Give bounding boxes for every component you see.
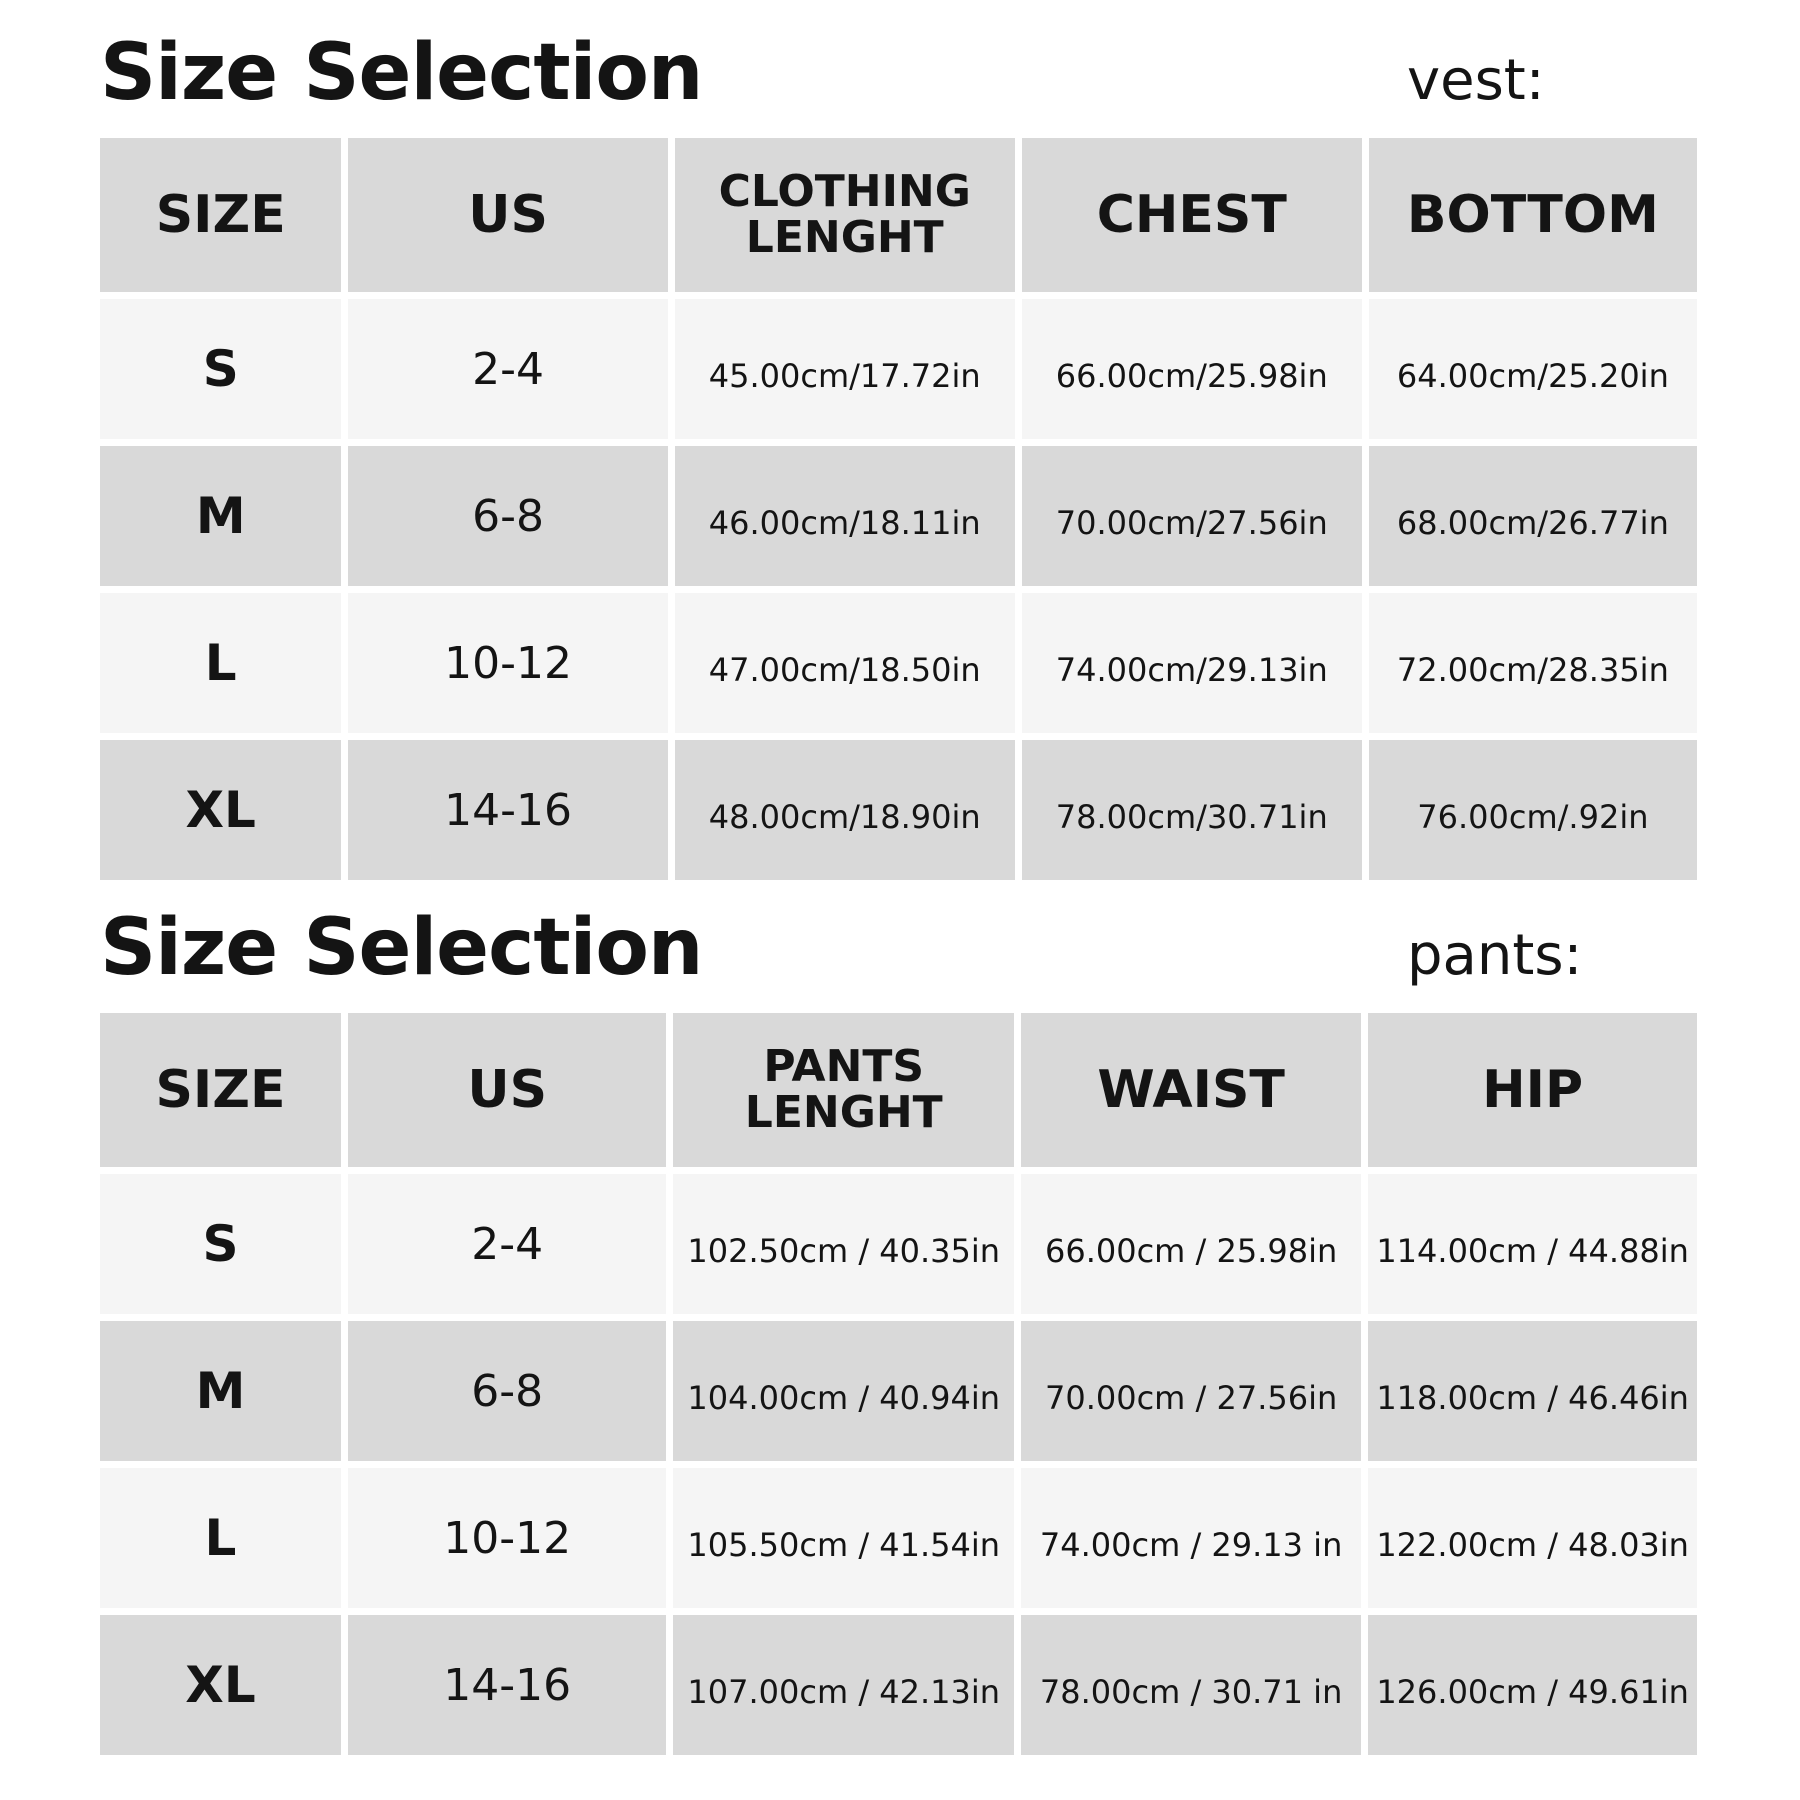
bottom-cell: 76.00cm/.92in [1369,740,1697,880]
table-row [100,299,1697,439]
vest-section-title: Size Selection [100,28,703,118]
size-cell: S [100,299,341,439]
pants-header-row [100,1013,1697,1167]
hip-cell: 114.00cm / 44.88in [1368,1174,1697,1314]
table-row [100,446,1697,586]
pants-length-cell: 104.00cm / 40.94in [673,1321,1013,1461]
pants-header-hip: HIP [1368,1013,1697,1167]
us-size-cell: 10-12 [348,1468,667,1608]
clothing-length-cell: 46.00cm/18.11in [675,446,1015,586]
vest-header-bottom: BOTTOM [1369,138,1697,292]
pants-length-cell: 107.00cm / 42.13in [673,1615,1013,1755]
vest-header-clothing-length: CLOTHING LENGHT [675,138,1015,292]
us-size-cell: 2-4 [348,1174,667,1314]
vest-header-us: US [348,138,667,292]
size-cell: L [100,593,341,733]
pants-size-table [93,1006,1704,1762]
clothing-length-cell: 48.00cm/18.90in [675,740,1015,880]
table-row [100,593,1697,733]
vest-header-size: SIZE [100,138,341,292]
waist-cell: 78.00cm / 30.71 in [1021,1615,1361,1755]
vest-header-row [100,138,1697,292]
waist-cell: 66.00cm / 25.98in [1021,1174,1361,1314]
pants-section-title: Size Selection [100,903,703,993]
pants-header-waist: WAIST [1021,1013,1361,1167]
bottom-cell: 64.00cm/25.20in [1369,299,1697,439]
table-row [100,740,1697,880]
size-cell: M [100,1321,341,1461]
pants-header-size: SIZE [100,1013,341,1167]
hip-cell: 122.00cm / 48.03in [1368,1468,1697,1608]
size-cell: XL [100,1615,341,1755]
us-size-cell: 2-4 [348,299,667,439]
table-row [100,1468,1697,1608]
hip-cell: 126.00cm / 49.61in [1368,1615,1697,1755]
hip-cell: 118.00cm / 46.46in [1368,1321,1697,1461]
table-row [100,1615,1697,1755]
bottom-cell: 72.00cm/28.35in [1369,593,1697,733]
clothing-length-cell: 47.00cm/18.50in [675,593,1015,733]
chest-cell: 70.00cm/27.56in [1022,446,1362,586]
us-size-cell: 14-16 [348,740,667,880]
vest-garment-label: vest: [1407,48,1545,113]
us-size-cell: 10-12 [348,593,667,733]
size-cell: M [100,446,341,586]
table-row [100,1174,1697,1314]
chest-cell: 78.00cm/30.71in [1022,740,1362,880]
waist-cell: 74.00cm / 29.13 in [1021,1468,1361,1608]
us-size-cell: 14-16 [348,1615,667,1755]
pants-garment-label: pants: [1407,923,1583,988]
chest-cell: 66.00cm/25.98in [1022,299,1362,439]
bottom-cell: 68.00cm/26.77in [1369,446,1697,586]
pants-length-cell: 102.50cm / 40.35in [673,1174,1013,1314]
size-cell: L [100,1468,341,1608]
pants-title-row [100,903,1704,1006]
us-size-cell: 6-8 [348,446,667,586]
vest-header-chest: CHEST [1022,138,1362,292]
vest-size-table [93,131,1704,887]
pants-length-cell: 105.50cm / 41.54in [673,1468,1013,1608]
size-cell: XL [100,740,341,880]
clothing-length-cell: 45.00cm/17.72in [675,299,1015,439]
pants-size-section [100,903,1704,1762]
table-row [100,1321,1697,1461]
pants-header-pants-length: PANTS LENGHT [673,1013,1013,1167]
pants-header-us: US [348,1013,667,1167]
vest-title-row [100,28,1704,131]
size-cell: S [100,1174,341,1314]
vest-size-section [100,28,1704,887]
waist-cell: 70.00cm / 27.56in [1021,1321,1361,1461]
chest-cell: 74.00cm/29.13in [1022,593,1362,733]
us-size-cell: 6-8 [348,1321,667,1461]
